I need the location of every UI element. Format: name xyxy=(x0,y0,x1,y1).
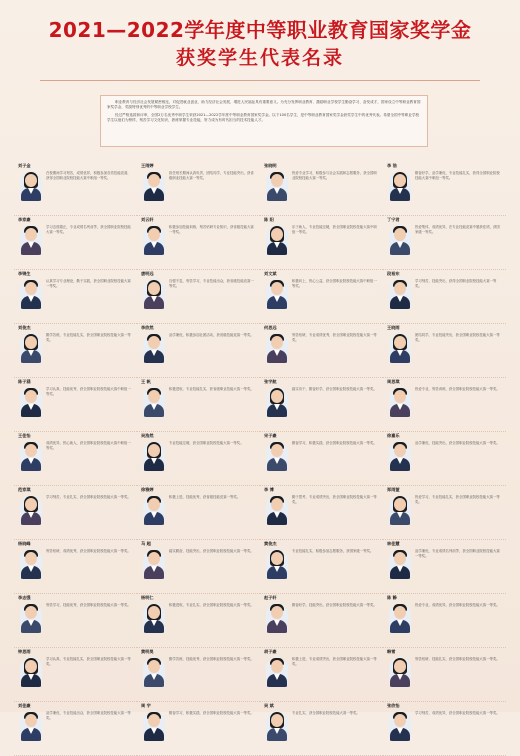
student-entry xyxy=(260,162,383,216)
student-name: 李志强 xyxy=(18,595,31,600)
student-description: 学习刻苦，成绩优异，获全国职业院校技能大赛一等奖。 xyxy=(415,711,500,715)
student-description: 积极上进，专业成绩突出，获全国职业院校技能大赛一等奖。 xyxy=(292,657,377,666)
student-name: 张欣怡 xyxy=(387,703,400,708)
student-name: 李家豪 xyxy=(18,217,31,222)
student-photo xyxy=(266,171,288,201)
student-entry xyxy=(260,432,383,486)
student-photo xyxy=(143,711,165,741)
student-name: 李 博 xyxy=(264,487,274,492)
student-photo xyxy=(266,441,288,471)
student-name: 张宇航 xyxy=(264,379,277,384)
student-name: 李欣然 xyxy=(141,325,154,330)
student-photo xyxy=(20,225,42,255)
student-entry xyxy=(383,432,506,486)
student-photo xyxy=(266,495,288,525)
student-description: 乐于助人，专业技能过硬，获全国职业院校技能大赛中职组一等奖。 xyxy=(292,225,377,234)
student-description: 在校期间学习刻苦，成绩优异，积极参加各类技能竞赛，获得全国职业院校技能大赛中职组一等奖。 xyxy=(46,171,131,180)
student-entry xyxy=(14,324,137,378)
student-entry xyxy=(137,702,260,756)
student-description: 自强不息，刻苦学习，专业技能出众，获省级技能竞赛一等奖。 xyxy=(169,279,254,288)
student-entry xyxy=(14,432,137,486)
student-photo xyxy=(143,225,165,255)
student-name: 黄明昊 xyxy=(141,649,154,654)
student-name: 刘云轩 xyxy=(141,217,154,222)
student-description: 勤学苦练，技能优秀，获全国职业院校技能大赛一等奖。 xyxy=(169,657,254,661)
student-name: 陈子涵 xyxy=(18,379,31,384)
student-description: 品学兼优，专业成绩名列前茅，获全国职业院校技能大赛一等奖。 xyxy=(415,549,500,558)
student-entry xyxy=(260,648,383,702)
student-name: 刘子金 xyxy=(18,163,31,168)
student-description: 热爱专业学习，积极参与社会实践和志愿服务，获全国职业院校技能大赛一等奖。 xyxy=(292,171,377,180)
intro-box xyxy=(100,95,428,147)
student-grid xyxy=(14,162,506,720)
student-name: 周 宇 xyxy=(141,703,151,708)
student-description: 勤于思考，专业成绩突出，获全国职业院校技能大赛一等奖。 xyxy=(292,495,377,504)
student-name: 陈 阳 xyxy=(264,217,274,222)
student-name: 王晓雨 xyxy=(387,325,400,330)
student-photo xyxy=(20,657,42,687)
student-description: 积极进取，专业技能扎实，获省级职业技能大赛一等奖。 xyxy=(169,387,254,391)
student-entry xyxy=(14,378,137,432)
student-photo xyxy=(20,333,42,363)
student-photo xyxy=(389,711,411,741)
student-name: 张晓明 xyxy=(264,163,277,168)
student-photo xyxy=(389,495,411,525)
student-description: 专业技能过硬，获全国职业院校技能大赛一等奖。 xyxy=(169,441,244,445)
student-name: 宋子豪 xyxy=(264,433,277,438)
page-subtitle: 获奖学生代表名录 xyxy=(175,47,344,69)
student-photo xyxy=(389,171,411,201)
student-description: 学习认真，技能优秀，获全国职业院校技能大赛中职组一等奖。 xyxy=(46,387,131,396)
student-name: 黄俊杰 xyxy=(264,541,277,546)
student-entry xyxy=(137,486,260,540)
student-name: 吴浩然 xyxy=(141,433,154,438)
student-entry xyxy=(383,540,506,594)
student-photo xyxy=(143,441,165,471)
student-description: 专业扎实，获全国职业院校技能大赛一等奖。 xyxy=(292,711,360,715)
student-entry xyxy=(137,594,260,648)
student-photo xyxy=(143,495,165,525)
student-photo xyxy=(389,657,411,687)
student-entry xyxy=(260,270,383,324)
student-name: 王佳怡 xyxy=(18,433,31,438)
student-entry xyxy=(260,702,383,756)
student-name: 赵子轩 xyxy=(264,595,277,600)
student-entry xyxy=(137,432,260,486)
student-name: 刘文斌 xyxy=(264,271,277,276)
student-photo xyxy=(20,171,42,201)
student-name: 周思琪 xyxy=(387,379,400,384)
student-name: 陈 静 xyxy=(387,595,397,600)
student-description: 刻苦钻研，专业成绩优秀，获全国职业院校技能大赛一等奖。 xyxy=(292,333,377,342)
student-photo xyxy=(20,441,42,471)
student-photo xyxy=(143,333,165,363)
student-description: 热爱专业，刻苦训练，获全国职业院校技能大赛一等奖。 xyxy=(415,387,500,391)
student-photo xyxy=(389,333,411,363)
student-name: 何思远 xyxy=(264,325,277,330)
student-photo xyxy=(266,225,288,255)
student-entry xyxy=(260,540,383,594)
student-entry xyxy=(383,162,506,216)
student-description: 刻苦学习，技能优秀，获全国职业院校技能大赛一等奖。 xyxy=(46,603,131,607)
student-entry xyxy=(383,594,506,648)
student-entry xyxy=(14,270,137,324)
student-description: 担任班长期间认真负责，团结同学，专业技能突出，获省级职业技能大赛一等奖。 xyxy=(169,171,254,180)
student-description: 勤奋学习，积极实践，获全国职业院校技能大赛一等奖。 xyxy=(169,711,254,715)
intro-paragraph: 职业教育与经济社会发展紧密相连，对促进就业创业、助力经济社会发展、增进人民福祉具有重要意义。为充分发挥职业教育、激励职业学校学生勤奋学习、奋发成才，国家设立中等职业教育国家奖学金，奖励特别优秀的中等职业学校学生。 xyxy=(107,100,421,110)
student-photo xyxy=(389,549,411,579)
student-entry xyxy=(383,378,506,432)
student-photo xyxy=(20,279,42,309)
student-entry xyxy=(260,594,383,648)
student-description: 团结同学，专业技能突出，获全国职业院校技能大赛一等奖。 xyxy=(415,333,500,342)
student-entry xyxy=(14,216,137,270)
student-description: 勤奋学习，积极实践，获全国职业院校技能大赛一等奖。 xyxy=(292,441,377,445)
student-description: 成绩优异，热心助人，获全国职业院校技能大赛中职组一等奖。 xyxy=(46,441,131,450)
page-title: 2021—2022学年度中等职业教育国家奖学金 xyxy=(48,18,472,42)
student-photo xyxy=(143,657,165,687)
student-entry xyxy=(137,648,260,702)
student-name: 唐明远 xyxy=(141,271,154,276)
student-description: 品学兼优，积极参加社团活动，获省级技能竞赛一等奖。 xyxy=(169,333,254,337)
student-description: 品学兼优，技能突出，获全国职业院校技能大赛一等奖。 xyxy=(415,441,500,445)
student-entry xyxy=(137,216,260,270)
student-photo xyxy=(389,279,411,309)
student-name: 王 帆 xyxy=(141,379,151,384)
student-photo xyxy=(20,387,42,417)
student-description: 学习认真，专业技能扎实，获全国职业院校技能大赛一等奖。 xyxy=(46,657,131,666)
student-photo xyxy=(143,603,165,633)
student-name: 杨晓峰 xyxy=(18,541,31,546)
student-name: 徐嘉乐 xyxy=(387,433,400,438)
student-description: 勤奋好学，品学兼优，专业技能扎实，获得全国职业院校技能大赛中职组一等奖。 xyxy=(415,171,500,180)
student-name: 郑雨萱 xyxy=(387,487,400,492)
student-photo xyxy=(20,603,42,633)
student-description: 热爱专业，成绩优异，获全国职业院校技能大赛一等奖。 xyxy=(415,603,500,607)
student-description: 热爱学习，专业技能扎实，获全国职业院校技能大赛一等奖。 xyxy=(415,495,500,504)
student-description: 认真学习专业理论，勤于实践，获全国职业院校技能大赛一等奖。 xyxy=(46,279,131,288)
student-photo xyxy=(266,657,288,687)
student-name: 刘俊杰 xyxy=(18,325,31,330)
student-description: 学习刻苦，技能突出，获得全国职业院校技能大赛一等奖。 xyxy=(415,279,497,288)
student-photo xyxy=(389,387,411,417)
student-photo xyxy=(143,549,165,579)
student-description: 踏实勤奋，技能突出，获全国职业院校技能大赛一等奖。 xyxy=(169,549,254,553)
student-entry xyxy=(260,216,383,270)
student-description: 积极上进，技能优秀，获省级技能竞赛一等奖。 xyxy=(169,495,241,499)
student-entry xyxy=(260,324,383,378)
student-name: 刘佳豪 xyxy=(18,703,31,708)
student-name: 胡子豪 xyxy=(264,649,277,654)
student-photo xyxy=(20,549,42,579)
student-description: 积极进取，专业扎实，获全国职业院校技能大赛一等奖。 xyxy=(169,603,254,607)
student-photo xyxy=(20,495,42,525)
student-entry xyxy=(383,702,506,756)
title-divider xyxy=(40,80,480,81)
student-name: 杨明仁 xyxy=(141,595,154,600)
student-description: 刻苦钻研，成绩优秀，获全国职业院校技能大赛一等奖。 xyxy=(46,549,131,553)
student-entry xyxy=(137,540,260,594)
student-photo xyxy=(143,171,165,201)
student-entry xyxy=(383,324,506,378)
student-entry xyxy=(14,540,137,594)
student-name: 徐雅婷 xyxy=(141,487,154,492)
student-entry xyxy=(137,324,260,378)
student-name: 丁宁君 xyxy=(387,217,400,222)
student-photo xyxy=(389,441,411,471)
student-entry xyxy=(14,486,137,540)
student-entry xyxy=(383,216,506,270)
student-name: 马 超 xyxy=(141,541,151,546)
student-name: 李 浩 xyxy=(387,163,397,168)
student-entry xyxy=(14,702,137,756)
student-name: 段裕东 xyxy=(387,271,400,276)
student-description: 刻苦钻研，技能扎实，获全国职业院校技能大赛一等奖。 xyxy=(415,657,500,661)
student-description: 热爱集体，成绩优异，在专业技能竞赛中屡获佳绩，获国家级一等奖。 xyxy=(415,225,500,234)
student-description: 勤学苦练，专业技能扎实，获全国职业院校技能大赛一等奖。 xyxy=(46,333,131,342)
student-description: 勤奋好学，技能突出，获全国职业院校技能大赛一等奖。 xyxy=(292,603,377,607)
student-entry xyxy=(260,378,383,432)
student-entry xyxy=(14,648,137,702)
student-entry xyxy=(137,378,260,432)
student-description: 积极参加技能训练，刻苦钻研专业知识，获省级技能大赛一等奖。 xyxy=(169,225,254,234)
student-photo xyxy=(266,279,288,309)
student-name: 王雨婷 xyxy=(141,163,154,168)
intro-paragraph: 经过严格选拔和评审，全国2万名优秀中职学生荣获2021—2022学年度中等职业教育国家奖学金。以下100名学生，是中等职业教育国家奖学金获奖学生中的优秀代表。希望全国中等职业学校学生以他们为榜样，刻苦学习文化知识，熟练掌握专业技能，努力成为有时代担当的技术技能人才。 xyxy=(107,112,420,123)
student-photo xyxy=(389,225,411,255)
student-name: 吴 斌 xyxy=(264,703,274,708)
student-entry xyxy=(137,162,260,216)
student-photo xyxy=(266,711,288,741)
student-photo xyxy=(143,279,165,309)
student-photo xyxy=(143,387,165,417)
student-entry xyxy=(383,270,506,324)
student-name: 韩雪 xyxy=(387,649,396,654)
student-photo xyxy=(266,603,288,633)
student-entry xyxy=(260,486,383,540)
student-photo xyxy=(266,387,288,417)
student-name: 李锦生 xyxy=(18,271,31,276)
student-description: 积极向上，热心公益，获全国职业院校技能大赛中职组一等奖。 xyxy=(292,279,377,288)
student-photo xyxy=(266,333,288,363)
student-entry xyxy=(137,270,260,324)
student-name: 钟思雨 xyxy=(18,649,31,654)
student-description: 踏实肯干，勤奋好学，获全国职业院校技能大赛一等奖。 xyxy=(292,387,377,391)
student-description: 专业技能扎实，积极参加志愿服务，获国家级一等奖。 xyxy=(292,549,374,553)
student-name: 林佳慧 xyxy=(387,541,400,546)
student-entry xyxy=(14,162,137,216)
student-entry xyxy=(383,648,506,702)
student-name: 范家琪 xyxy=(18,487,31,492)
student-description: 品学兼优，专业技能出众，获全国职业院校技能大赛一等奖。 xyxy=(46,711,131,720)
student-entry xyxy=(14,594,137,648)
student-photo xyxy=(266,549,288,579)
student-description: 学习刻苦，专业扎实，获全国职业院校技能大赛一等奖。 xyxy=(46,495,131,499)
student-entry xyxy=(383,486,506,540)
student-photo xyxy=(20,711,42,741)
student-description: 学习态度端正，专业成绩名列前茅，获全国职业院校技能大赛一等奖。 xyxy=(46,225,131,234)
student-photo xyxy=(389,603,411,633)
